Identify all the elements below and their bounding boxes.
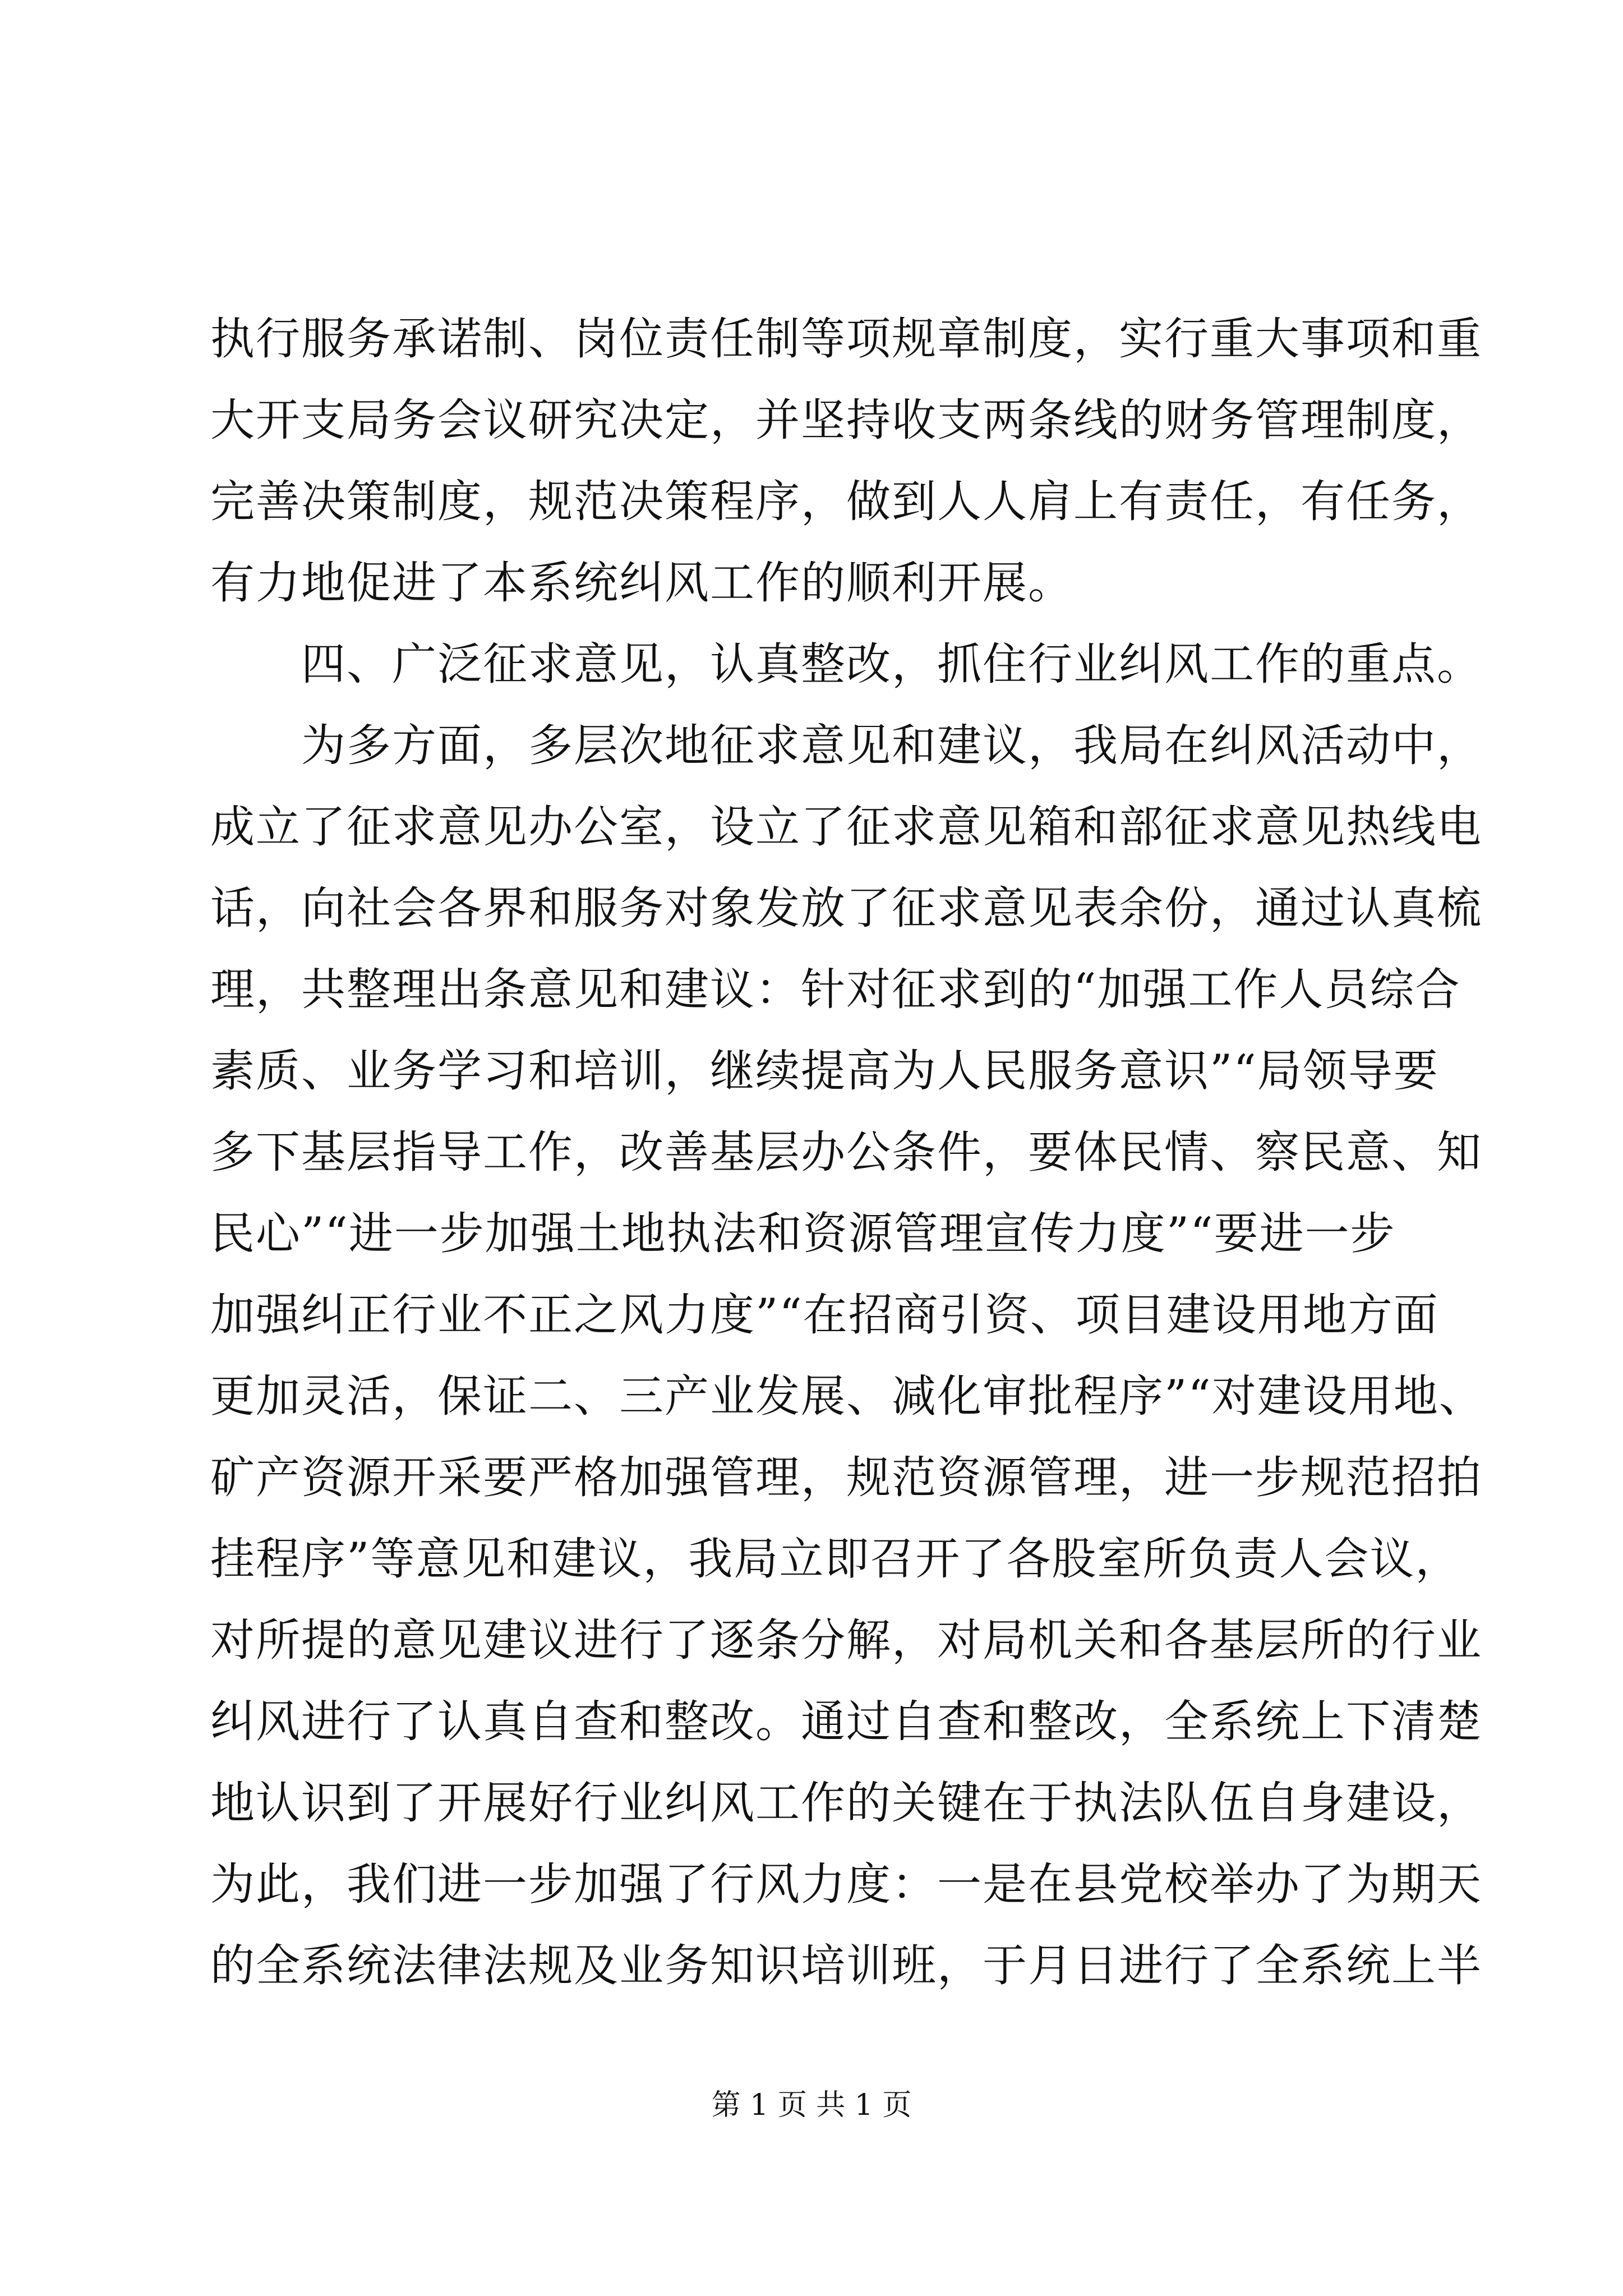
text-line: 大开支局务会议研究决定，并坚持收支两条线的财务管理制度，: [210, 394, 1482, 446]
text-line: 更加灵活，保证二、三产业发展、减化审批程序”“对建设用地、: [210, 1370, 1484, 1422]
text-line: 执行服务承诺制、岗位责任制等项规章制度，实行重大事项和重: [210, 313, 1482, 365]
text-line: 成立了征求意见办公室，设立了征求意见箱和部征求意见热线电: [210, 801, 1482, 853]
text-line: 有力地促进了本系统纠风工作的顺利开展。: [210, 557, 1073, 609]
text-line: 理，共整理出条意见和建议：针对征求到的“加强工作人员综合: [210, 964, 1461, 1015]
text-line: 为多方面，多层次地征求意见和建议，我局在纠风活动中，: [210, 720, 1482, 771]
section-heading: 四、广泛征求意见，认真整改，抓住行业纠风工作的重点。: [210, 638, 1482, 690]
text-line: 对所提的意见建议进行了逐条分解，对局机关和各基层所的行业: [210, 1614, 1482, 1666]
text-line: 话，向社会各界和服务对象发放了征求意见表余份，通过认真梳: [210, 882, 1482, 934]
text-line: 民心”“进一步加强土地执法和资源管理宣传力度”“要进一步: [210, 1208, 1396, 1259]
text-line: 地认识到了开展好行业纠风工作的关键在于执法队伍自身建设，: [210, 1777, 1482, 1829]
text-line: 为此，我们进一步加强了行风力度：一是在县党校举办了为期天: [210, 1858, 1482, 1910]
text-line: 多下基层指导工作，改善基层办公条件，要体民情、察民意、知: [210, 1126, 1482, 1178]
text-line: 矿产资源开采要严格加强管理，规范资源管理，进一步规范招拍: [210, 1452, 1482, 1503]
text-line: 纠风进行了认真自查和整改。通过自查和整改，全系统上下清楚: [210, 1696, 1482, 1747]
text-line: 完善决策制度，规范决策程序，做到人人肩上有责任，有任务，: [210, 476, 1482, 527]
text-line: 的全系统法律法规及业务知识培训班，于月日进行了全系统上半: [210, 1940, 1482, 1991]
page-number-footer: 第 1 页 共 1 页: [711, 2088, 912, 2122]
text-line: 素质、业务学习和培训，继续提高为人民服务意识”“局领导要: [210, 1045, 1439, 1097]
text-line: 挂程序”等意见和建议，我局立即召开了各股室所负责人会议，: [210, 1533, 1461, 1585]
text-line: 加强纠正行业不正之风力度”“在招商引资、项目建设用地方面: [210, 1289, 1439, 1341]
body-text: [210, 298, 1484, 2007]
